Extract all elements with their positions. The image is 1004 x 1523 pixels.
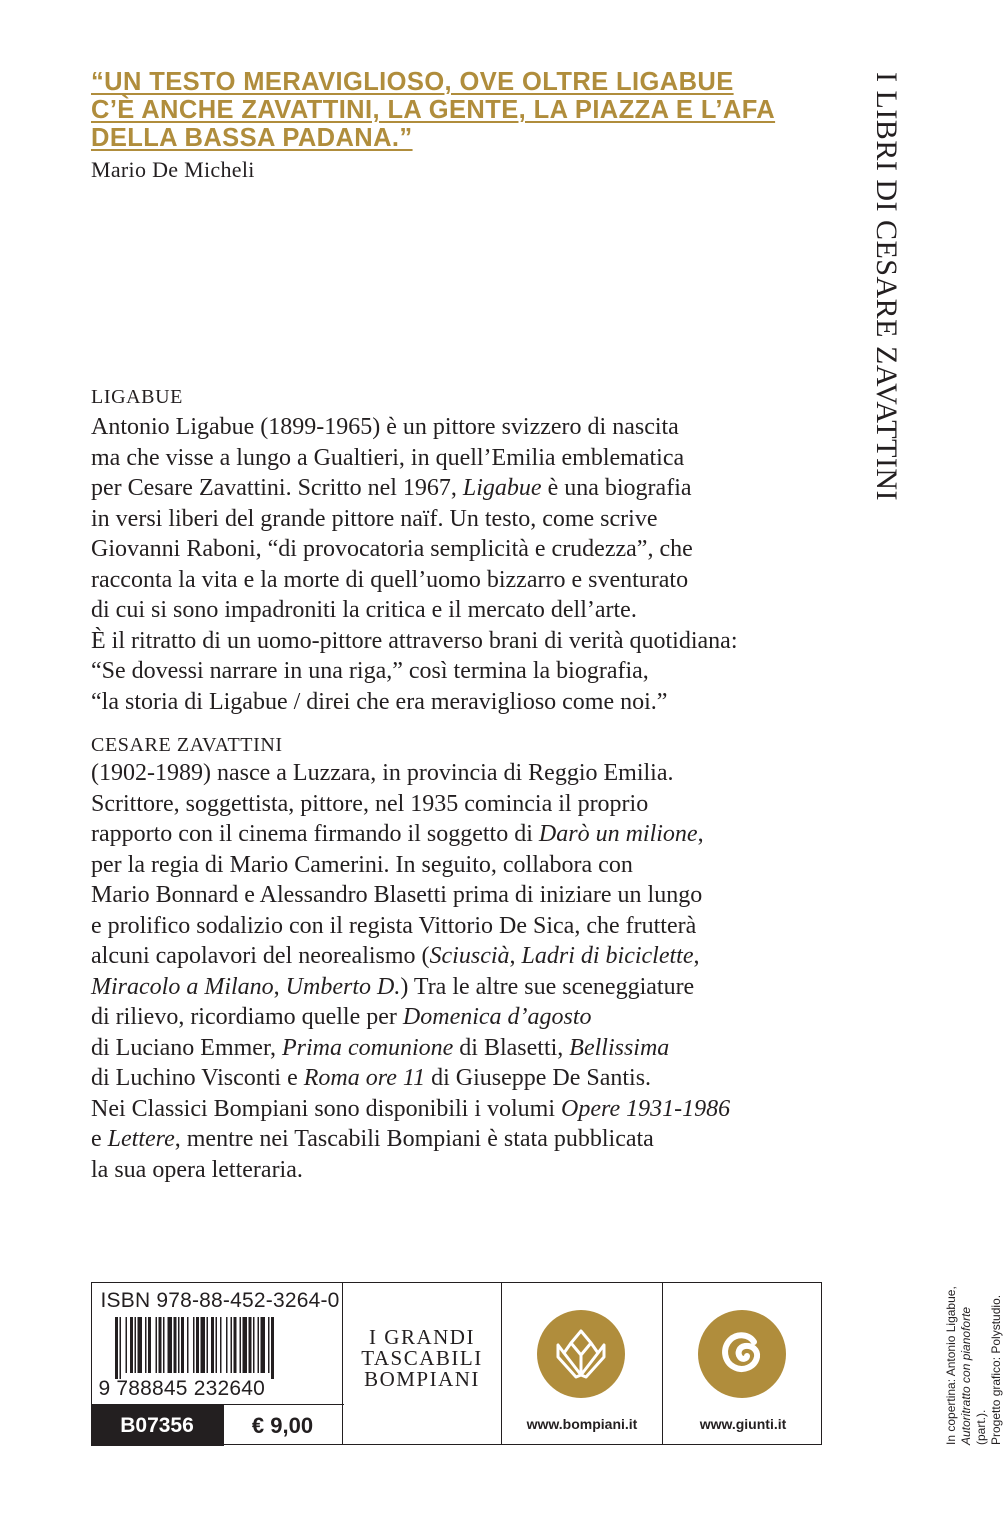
text-line: di cui si sono impadroniti la critica e il mercato dell’arte. [91,597,637,623]
quote-line: C’È ANCHE ZAVATTINI, LA GENTE, LA PIAZZA E L’AFA [91,96,776,124]
text-line: rapporto con il cinema firmando il soggetto di Darò un milione, [91,821,704,847]
barcode-bar [239,1317,241,1373]
barcode-bar [268,1317,270,1373]
barcode-bar [137,1317,142,1373]
barcode-icon [115,1317,321,1379]
giunti-logo-icon [697,1309,787,1399]
barcode-bar [187,1317,189,1373]
barcode-bar [233,1317,236,1373]
text-line: Nei Classici Bompiani sono disponibili i volumi Opere 1931-1986 [91,1095,731,1122]
bompiani-cell [501,1283,662,1444]
text-line: di rilievo, ricordiamo quelle per Domenica d’agosto [91,1004,592,1030]
price: € 9,00 [251,1413,314,1438]
text-line: Giovanni Raboni, “di provocatoria semplicità e crudezza”, che [91,536,693,562]
text-line: racconta la vita e la morte di quell’uomo bizzarro e sventurato [91,566,689,593]
product-code: B07356 [91,1405,224,1446]
barcode-bar [125,1317,127,1373]
barcode-bar [130,1317,133,1373]
series-title-text: I LIBRI DI CESARE ZAVATTINI [870,72,903,502]
barcode-bar [253,1317,255,1373]
barcode-bar [148,1317,151,1373]
barcode-bar [196,1317,199,1373]
barcode-bar [211,1317,214,1373]
barcode-box [91,1282,822,1445]
barcode-bar [200,1317,205,1373]
cover-credits [944,1165,1004,1445]
text-line: alcuni capolavori del neorealismo (Sciuscià, Ladri di biciclette, [91,943,700,969]
back-cover-quote [91,68,791,152]
text-line: “Se dovessi narrare in una riga,” così termina la biografia, [91,658,649,684]
barcode-bar [193,1317,195,1373]
text-line: (1902-1989) nasce a Luzzara, in provincia di Reggio Emilia. [91,760,674,786]
barcode-bar [115,1317,118,1379]
barcode-bar [167,1317,172,1373]
text-line: Antonio Ligabue (1899-1965) è un pittore svizzero di nascita [91,414,679,440]
text-line: di Luciano Emmer, Prima comunione di Blasetti, Bellissima [91,1034,670,1061]
barcode-bar [257,1317,259,1373]
barcode-bar [206,1317,208,1373]
barcode-digits: 9 788845 232640 [98,1377,265,1400]
barcode-bar [178,1317,180,1373]
barcode-bar [226,1317,228,1373]
section-body-zavattini [91,758,831,1185]
giunti-url: www.giunti.it [699,1416,787,1432]
barcode-bar [220,1317,222,1373]
text-line: Miracolo a Milano, Umberto D.) Tra le altre sue sceneggiature [91,973,695,1000]
barcode-bar [119,1317,121,1379]
barcode-bar [271,1317,274,1379]
text-line: per la regia di Mario Camerini. In seguito, collabora con [91,851,633,878]
text-line: È il ritratto di un uomo-pittore attraverso brani di verità quotidiana: [91,627,738,654]
barcode-bar [163,1317,165,1373]
barcode-bar [181,1317,184,1373]
text-line: per Cesare Zavattini. Scritto nel 1967, Ligabue è una biografia [91,475,692,501]
text-line: ma che visse a lungo a Gualtieri, in quell’Emilia emblematica [91,444,685,471]
credit-line-design: Progetto grafico: Polystudio. [989,1294,1003,1445]
bompiani-url: www.bompiani.it [526,1416,638,1432]
barcode-bar [230,1317,232,1373]
bompiani-logo-icon [536,1309,626,1399]
text-line: e prolifico sodalizio con il regista Vittorio De Sica, che frutterà [91,912,697,939]
barcode-bar [215,1317,217,1373]
quote-line: DELLA BASSA PADANA.” [91,124,413,152]
barcode-bar [158,1317,161,1373]
quote-author: Mario De Micheli [91,157,255,182]
text-line: “la storia di Ligabue / direi che era meraviglioso come noi.” [91,688,668,715]
barcode-bar [173,1317,176,1373]
isbn-number: ISBN 978-88-452-3264-0 [100,1289,340,1312]
section-heading-zavattini: CESARE ZAVATTINI [91,734,283,756]
imprint-name: I GRANDI TASCABILI BOMPIANI [361,1325,483,1391]
barcode-bar [260,1317,265,1373]
text-line: la sua opera letteraria. [91,1156,303,1183]
barcode-bar [155,1317,157,1373]
imprint-cell [342,1283,501,1444]
barcode-cell [91,1283,344,1444]
barcode-bar [134,1317,136,1373]
barcode-bar [242,1317,247,1373]
credit-line-cover: In copertina: Antonio Ligabue, Autoritratto con pianoforte (part.). [944,1286,988,1445]
section-heading-ligabue: LIGABUE [91,386,183,408]
series-title [836,72,936,502]
text-line: e Lettere, mentre nei Tascabili Bompiani è stata pubblicata [91,1126,654,1152]
barcode-bar [145,1317,147,1373]
text-line: Scrittore, soggettista, pittore, nel 1935 comincia il proprio [91,790,649,817]
quote-line: “UN TESTO MERAVIGLIOSO, OVE OLTRE LIGABUE [91,68,734,96]
section-body-ligabue [91,412,831,717]
giunti-cell [662,1283,823,1444]
text-line: Mario Bonnard e Alessandro Blasetti prima di iniziare un lungo [91,882,703,908]
barcode-bar [248,1317,251,1373]
text-line: in versi liberi del grande pittore naïf. Un testo, come scrive [91,505,658,532]
text-line: di Luchino Visconti e Roma ore 11 di Giuseppe De Santis. [91,1065,652,1091]
